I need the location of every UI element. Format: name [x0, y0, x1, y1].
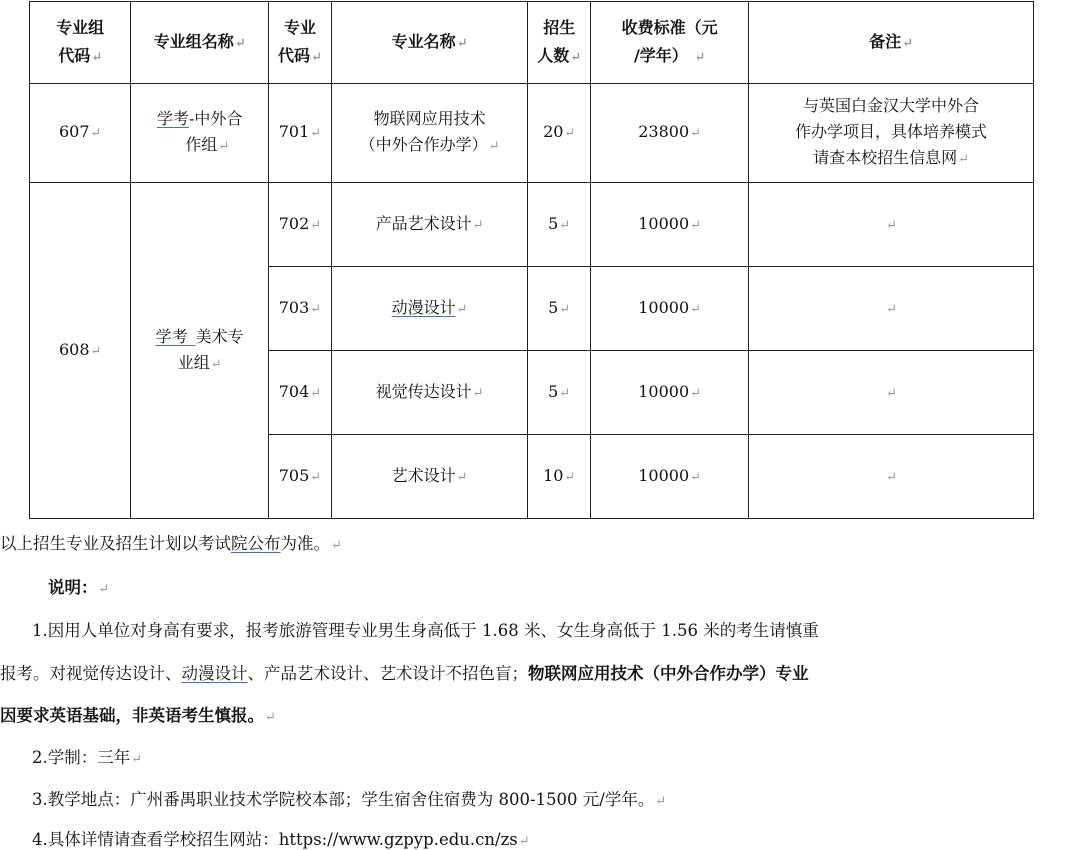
enroll-cell: 5↵: [528, 183, 591, 267]
note-1-line-2: 报考。对视觉传达设计、动漫设计、产品艺术设计、艺术设计不招色盲；物联网应用技术（中外合作办学）专业: [0, 664, 809, 683]
header-fee: 收费标准（元 /学年） ↵: [591, 2, 749, 84]
header-group-code: 专业组 代码↵: [30, 2, 131, 84]
major-code-cell: 702↵: [268, 183, 331, 267]
group-name-cell: 学考_美术专 业组↵: [131, 183, 269, 519]
note-3: 3.教学地点：广州番禺职业技术学院校本部；学生宿舍住宿费为 800-1500 元/学年。↵: [32, 790, 667, 809]
major-name-cell: 产品艺术设计↵: [331, 183, 527, 267]
enroll-cell: 20↵: [528, 84, 591, 183]
fee-cell: 10000↵: [591, 351, 749, 435]
major-name-cell: 物联网应用技术 （中外合作办学）↵: [331, 84, 527, 183]
note-cell: ↵: [749, 183, 1034, 267]
notes-title: 说明：↵: [48, 578, 110, 597]
table-row: [30, 84, 1034, 183]
major-code-cell: 704↵: [268, 351, 331, 435]
fee-cell: 10000↵: [591, 435, 749, 519]
note-cell: ↵: [749, 267, 1034, 351]
table-row: [30, 183, 1034, 267]
header-major-code: 专业 代码↵: [268, 2, 331, 84]
major-name-cell: 动漫设计↵: [331, 267, 527, 351]
fee-cell: 10000↵: [591, 267, 749, 351]
plan-basis-line: 以上招生专业及招生计划以考试院公布为准。↵: [0, 534, 342, 553]
enrollment-plan-table: [29, 1, 1034, 519]
enroll-cell: 10↵: [528, 435, 591, 519]
group-code-cell: 607↵: [30, 84, 131, 183]
header-group-name: 专业组名称↵: [131, 2, 269, 84]
enroll-cell: 5↵: [528, 267, 591, 351]
note-cell: ↵: [749, 351, 1034, 435]
note-cell: ↵: [749, 435, 1034, 519]
note-2: 2.学制：三年↵: [32, 748, 143, 767]
group-code-cell: 608↵: [30, 183, 131, 519]
group-name-cell: 学考-中外合 作组↵: [131, 84, 269, 183]
header-note: 备注↵: [749, 2, 1034, 84]
major-code-cell: 705↵: [268, 435, 331, 519]
major-code-cell: 701↵: [268, 84, 331, 183]
header-major-name: 专业名称↵: [331, 2, 527, 84]
note-1-line-1: 1.因用人单位对身高有要求，报考旅游管理专业男生身高低于 1.68 米、女生身高低于 1.56 米的考生请慎重: [32, 621, 819, 640]
fee-cell: 23800↵: [591, 84, 749, 183]
note-4: 4.具体详情请查看学校招生网站：https://www.gzpyp.edu.cn/zs↵: [32, 830, 530, 849]
major-name-cell: 艺术设计↵: [331, 435, 527, 519]
note-1-line-3: 因要求英语基础，非英语考生慎报。↵: [0, 706, 276, 725]
major-code-cell: 703↵: [268, 267, 331, 351]
enroll-cell: 5↵: [528, 351, 591, 435]
major-name-cell: 视觉传达设计↵: [331, 351, 527, 435]
header-enroll: 招生 人数↵: [528, 2, 591, 84]
note-cell: 与英国白金汉大学中外合 作办学项目，具体培养模式 请查本校招生信息网↵: [749, 84, 1034, 183]
fee-cell: 10000↵: [591, 183, 749, 267]
table-header-row: [30, 2, 1034, 84]
